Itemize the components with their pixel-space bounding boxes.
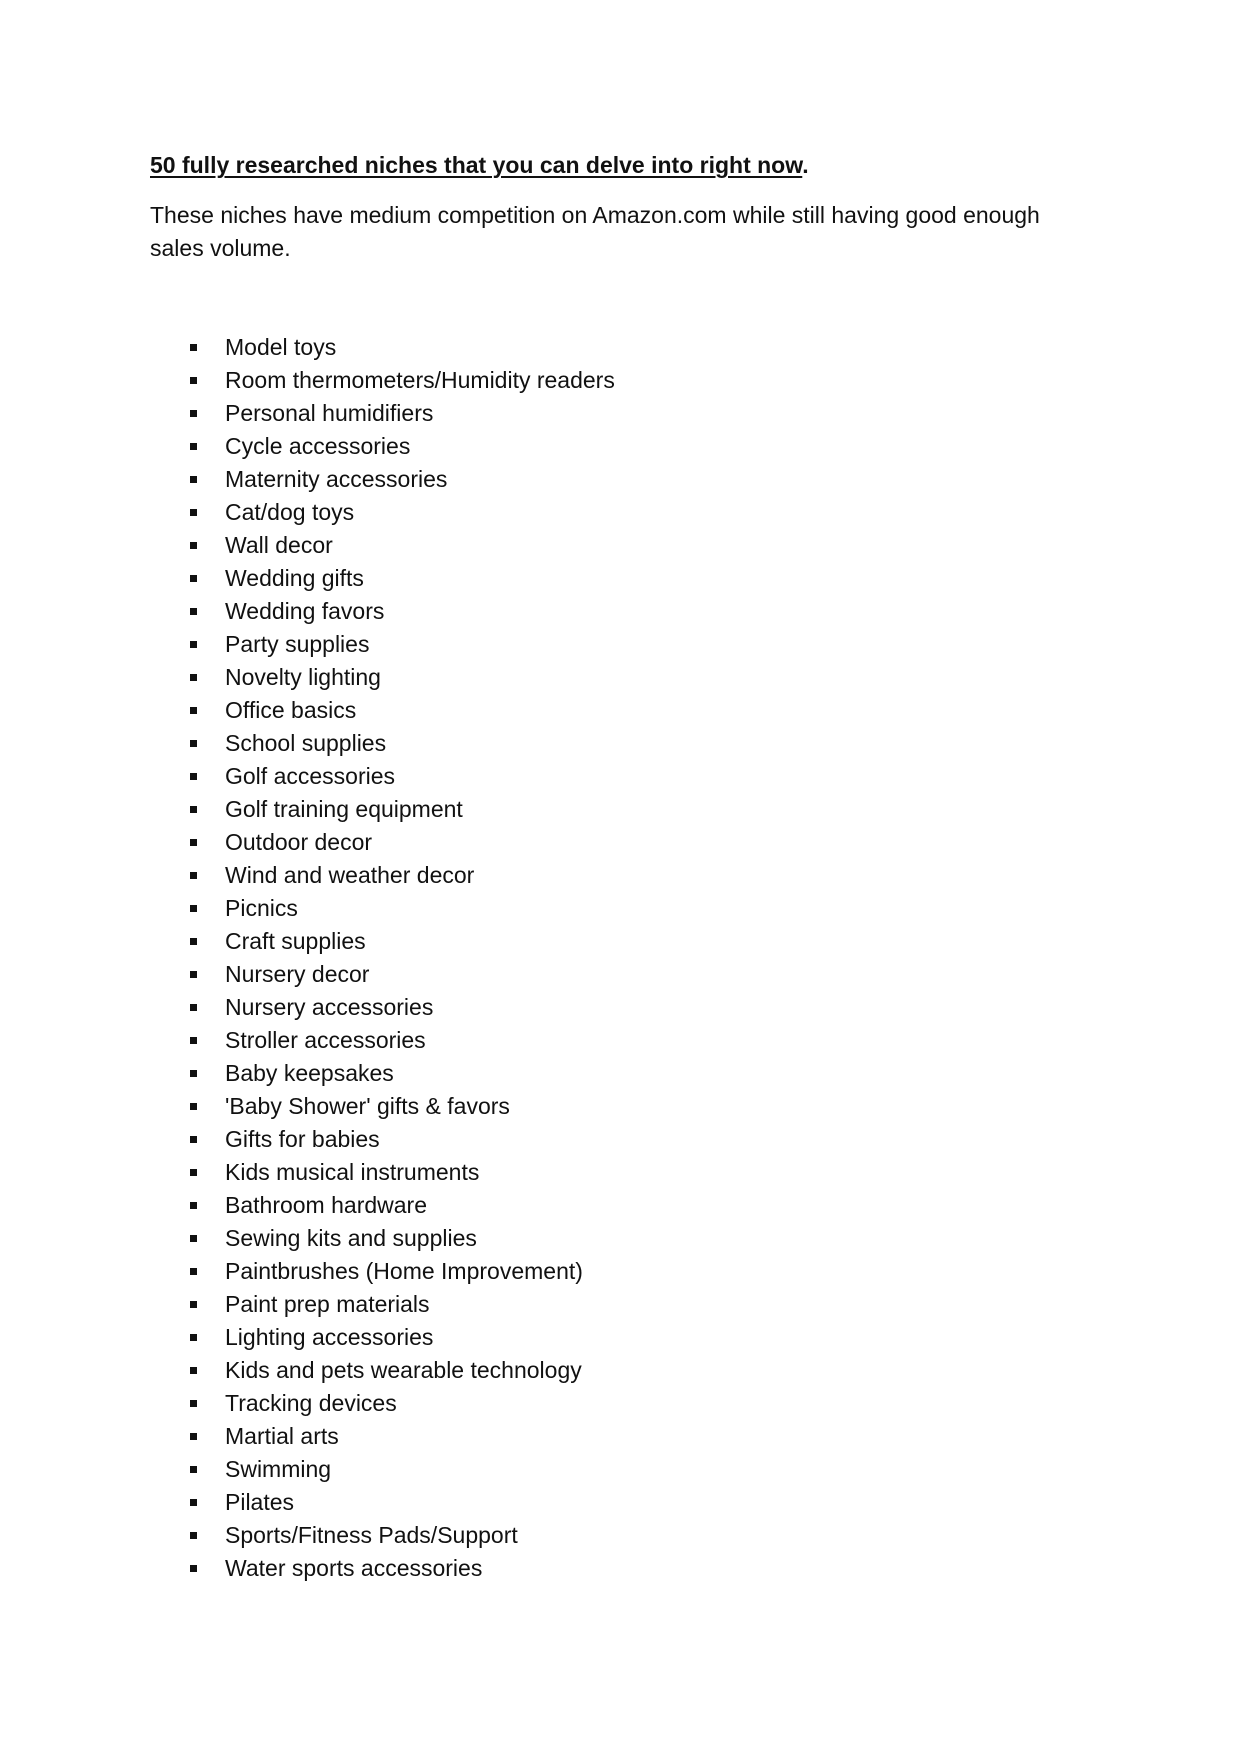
niche-list-item [150, 1123, 615, 1156]
square-bullet-icon [190, 707, 197, 714]
niche-label: Nursery accessories [225, 994, 434, 1020]
niche-list-item [150, 1090, 615, 1123]
niche-list-item [150, 1156, 615, 1189]
niche-label: Sewing kits and supplies [225, 1225, 477, 1251]
niche-label: Kids musical instruments [225, 1159, 480, 1185]
niche-list [150, 331, 615, 1585]
niche-label: Lighting accessories [225, 1324, 434, 1350]
niche-list-item [150, 1024, 615, 1057]
niche-list-item [150, 496, 615, 529]
square-bullet-icon [190, 443, 197, 450]
square-bullet-icon [190, 476, 197, 483]
square-bullet-icon [190, 1301, 197, 1308]
niche-label: Paintbrushes (Home Improvement) [225, 1258, 583, 1284]
niche-label: Pilates [225, 1489, 295, 1515]
niche-label: Outdoor decor [225, 829, 373, 855]
niche-label: Water sports accessories [225, 1555, 483, 1581]
niche-label: Room thermometers/Humidity readers [225, 367, 615, 393]
niche-label: Wedding favors [225, 598, 385, 624]
niche-list-item [150, 331, 615, 364]
niche-label: Sports/Fitness Pads/Support [225, 1522, 518, 1548]
niche-list-item [150, 727, 615, 760]
niche-list-item [150, 991, 615, 1024]
square-bullet-icon [190, 1334, 197, 1341]
niche-list-item [150, 364, 615, 397]
niche-list-item [150, 859, 615, 892]
niche-label: 'Baby Shower' gifts & favors [225, 1093, 510, 1119]
square-bullet-icon [190, 1433, 197, 1440]
square-bullet-icon [190, 740, 197, 747]
niche-list-item [150, 661, 615, 694]
heading-trailing-period: . [802, 152, 809, 178]
niche-list-item [150, 1255, 615, 1288]
square-bullet-icon [190, 971, 197, 978]
niche-label: Wall decor [225, 532, 333, 558]
niche-list-item [150, 1354, 615, 1387]
niche-label: Wedding gifts [225, 565, 364, 591]
niche-label: Baby keepsakes [225, 1060, 394, 1086]
niche-list-item [150, 694, 615, 727]
square-bullet-icon [190, 1268, 197, 1275]
niche-label: Golf accessories [225, 763, 396, 789]
niche-label: Party supplies [225, 631, 370, 657]
square-bullet-icon [190, 1202, 197, 1209]
niche-list-item [150, 397, 615, 430]
square-bullet-icon [190, 1136, 197, 1143]
niche-list-item [150, 595, 615, 628]
niche-list-item [150, 826, 615, 859]
square-bullet-icon [190, 938, 197, 945]
niche-label: Cat/dog toys [225, 499, 355, 525]
niche-list-item [150, 958, 615, 991]
niche-label: Personal humidifiers [225, 400, 434, 426]
square-bullet-icon [190, 1103, 197, 1110]
square-bullet-icon [190, 509, 197, 516]
square-bullet-icon [190, 542, 197, 549]
square-bullet-icon [190, 1367, 197, 1374]
square-bullet-icon [190, 1037, 197, 1044]
square-bullet-icon [190, 1235, 197, 1242]
niche-list-item [150, 430, 615, 463]
intro-paragraph: These niches have medium competition on Amazon.com while still having good enough sales volume. [150, 202, 1040, 261]
square-bullet-icon [190, 1466, 197, 1473]
niche-label: Wind and weather decor [225, 862, 475, 888]
niche-label: Picnics [225, 895, 298, 921]
niche-label: Cycle accessories [225, 433, 411, 459]
square-bullet-icon [190, 1499, 197, 1506]
square-bullet-icon [190, 1565, 197, 1572]
niche-label: Bathroom hardware [225, 1192, 427, 1218]
square-bullet-icon [190, 1400, 197, 1407]
heading-underlined-text: 50 fully researched niches that you can delve into right now [150, 152, 803, 178]
niche-list-item [150, 1057, 615, 1090]
niche-list-item [150, 793, 615, 826]
square-bullet-icon [190, 674, 197, 681]
niche-label: Tracking devices [225, 1390, 397, 1416]
niche-label: Kids and pets wearable technology [225, 1357, 582, 1383]
square-bullet-icon [190, 1004, 197, 1011]
square-bullet-icon [190, 806, 197, 813]
square-bullet-icon [190, 608, 197, 615]
niche-list-item [150, 925, 615, 958]
square-bullet-icon [190, 773, 197, 780]
niche-list-item [150, 1420, 615, 1453]
niche-list-item [150, 1453, 615, 1486]
niche-label: Maternity accessories [225, 466, 448, 492]
niche-list-item [150, 1288, 615, 1321]
niche-list-item [150, 529, 615, 562]
niche-list-item [150, 760, 615, 793]
niche-list-item [150, 1486, 615, 1519]
niche-label: Golf training equipment [225, 796, 463, 822]
square-bullet-icon [190, 1532, 197, 1539]
niche-list-item [150, 1222, 615, 1255]
niche-list-item [150, 1519, 615, 1552]
square-bullet-icon [190, 1169, 197, 1176]
niche-list-item [150, 892, 615, 925]
square-bullet-icon [190, 872, 197, 879]
niche-list-item [150, 1189, 615, 1222]
niche-label: Swimming [225, 1456, 332, 1482]
niche-list-item [150, 628, 615, 661]
square-bullet-icon [190, 839, 197, 846]
niche-list-item [150, 463, 615, 496]
niche-list-item [150, 1321, 615, 1354]
niche-list-item [150, 1552, 615, 1585]
niche-label: Office basics [225, 697, 357, 723]
niche-label: School supplies [225, 730, 387, 756]
niche-label: Nursery decor [225, 961, 370, 987]
square-bullet-icon [190, 410, 197, 417]
niche-list-item [150, 1387, 615, 1420]
square-bullet-icon [190, 344, 197, 351]
niche-label: Gifts for babies [225, 1126, 380, 1152]
square-bullet-icon [190, 377, 197, 384]
square-bullet-icon [190, 905, 197, 912]
square-bullet-icon [190, 575, 197, 582]
niche-label: Craft supplies [225, 928, 366, 954]
niche-label: Novelty lighting [225, 664, 381, 690]
niche-label: Stroller accessories [225, 1027, 426, 1053]
niche-list-item [150, 562, 615, 595]
square-bullet-icon [190, 641, 197, 648]
document-heading [150, 151, 809, 179]
niche-label: Martial arts [225, 1423, 339, 1449]
square-bullet-icon [190, 1070, 197, 1077]
niche-label: Paint prep materials [225, 1291, 430, 1317]
niche-label: Model toys [225, 334, 337, 360]
